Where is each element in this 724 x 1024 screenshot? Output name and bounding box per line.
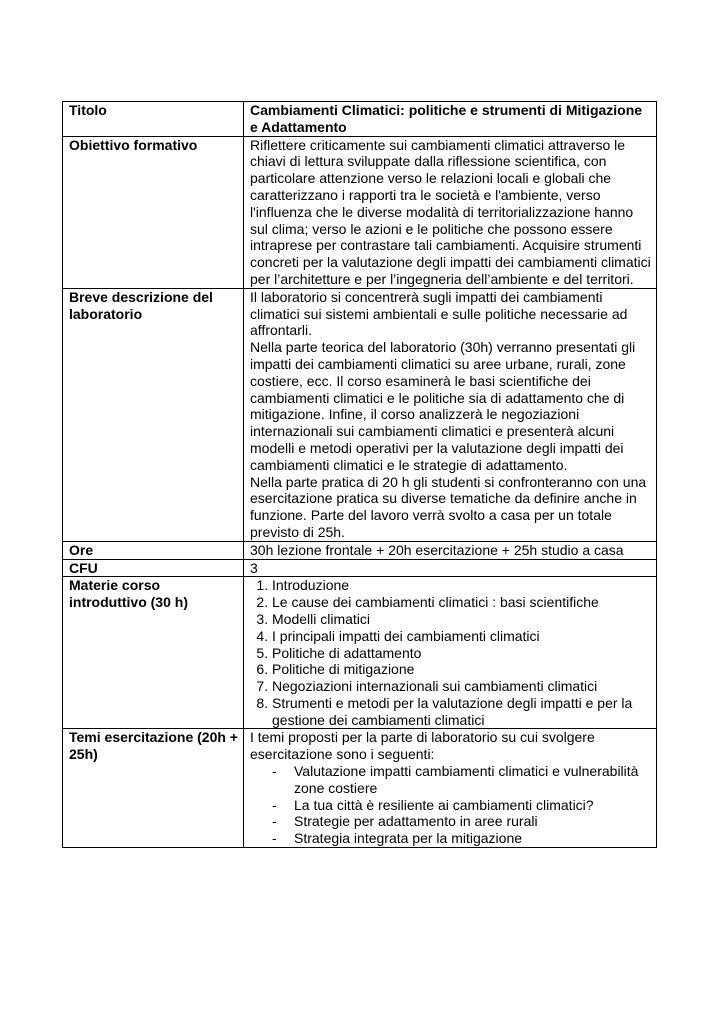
dash-bullet: - bbox=[272, 763, 277, 780]
temi-intro: I temi proposti per la parte di laboratorio su cui svolgere esercitazione sono i seguenti: bbox=[250, 729, 595, 763]
row-obiettivo bbox=[63, 136, 657, 288]
dash-bullet: - bbox=[272, 830, 277, 847]
descrizione-paragraph: Nella parte teorica del laboratorio (30h) verranno presentati gli impatti dei cambiamenti climatici su aree urbane, rurali, zone costiere, ecc. Il corso esaminerà le basi scientifiche dei cambiamenti climatici e le politiche sia di adattamento che di mitigazione. Infine, il corso analizzerà le negoziazioni internazionali sui cambiamenti climatici e presenterà alcuni modelli e metodi operativi per la valutazione degli impatti dei cambiamenti climatici e le strategie di adattamento. bbox=[250, 339, 636, 473]
value-ore: 30h lezione frontale + 20h esercitazione + 25h studio a casa bbox=[244, 541, 657, 559]
list-item-text: La tua città è resiliente ai cambiamenti climatici? bbox=[294, 796, 594, 813]
label-materie: Materie corso introduttivo (30 h) bbox=[63, 577, 244, 729]
label-titolo: Titolo bbox=[63, 102, 244, 137]
row-materie bbox=[63, 577, 657, 729]
value-titolo: Cambiamenti Climatici: politiche e strumenti di Mitigazione e Adattamento bbox=[244, 102, 657, 137]
label-ore: Ore bbox=[63, 541, 244, 559]
temi-list bbox=[250, 763, 652, 847]
list-item-text: Strategia integrata per la mitigazione bbox=[294, 830, 523, 847]
label-cfu: CFU bbox=[63, 559, 244, 577]
list-item: 2. Le cause dei cambiamenti climatici : basi scientifiche bbox=[272, 594, 652, 611]
value-materie bbox=[244, 577, 657, 729]
list-item bbox=[272, 797, 652, 814]
list-item: 5. Politiche di adattamento bbox=[272, 645, 652, 662]
list-item: 3. Modelli climatici bbox=[272, 611, 652, 628]
list-item: 4. I principali impatti dei cambiamenti climatici bbox=[272, 628, 652, 645]
list-item bbox=[272, 763, 652, 797]
course-info-table bbox=[62, 101, 657, 848]
value-cfu: 3 bbox=[244, 559, 657, 577]
value-temi bbox=[244, 729, 657, 848]
row-titolo bbox=[63, 102, 657, 137]
label-descrizione: Breve descrizione del laboratorio bbox=[63, 288, 244, 541]
dash-bullet: - bbox=[272, 796, 277, 813]
list-item: 8. Strumenti e metodi per la valutazione degli impatti e per la gestione dei cambiamenti climatici bbox=[272, 695, 652, 729]
row-descrizione bbox=[63, 288, 657, 541]
row-temi bbox=[63, 729, 657, 848]
value-descrizione bbox=[244, 288, 657, 541]
value-obiettivo: Riflettere criticamente sui cambiamenti climatici attraverso le chiavi di lettura sviluppate dalla riflessione scientifica, con particolare attenzione verso le relazioni locali e globali che caratterizzano i rapporti tra le società e l'ambiente, verso l'influenza che le diverse modalità di territorializzazione hanno sul clima; verso le azioni e le politiche che possono essere intraprese per contrastare tali cambiamenti. Acquisire strumenti concreti per la valutazione degli impatti dei cambiamenti climatici per l’architetture e per l’ingegneria dell’ambiente e del territori. bbox=[244, 136, 657, 288]
list-item-text: Strategie per adattamento in aree rurali bbox=[294, 813, 538, 830]
label-obiettivo: Obiettivo formativo bbox=[63, 136, 244, 288]
label-temi: Temi esercitazione (20h + 25h) bbox=[63, 729, 244, 848]
list-item bbox=[272, 813, 652, 830]
descrizione-paragraph: Nella parte pratica di 20 h gli studenti si confronteranno con una esercitazione pratica su diverse tematiche da definire anche in funzione. Parte del lavoro verrà svolto a casa per un totale previsto di 25h. bbox=[250, 473, 647, 540]
dash-bullet: - bbox=[272, 813, 277, 830]
row-ore bbox=[63, 541, 657, 559]
descrizione-paragraph: Il laboratorio si concentrerà sugli impatti dei cambiamenti climatici sui sistemi ambientali e sulle politiche necessarie ad affrontarli. bbox=[250, 288, 628, 339]
list-item: 7. Negoziazioni internazionali sui cambiamenti climatici bbox=[272, 678, 652, 695]
list-item bbox=[272, 830, 652, 847]
list-item-text: Valutazione impatti cambiamenti climatici e vulnerabilità zone costiere bbox=[294, 763, 639, 796]
row-cfu bbox=[63, 559, 657, 577]
materie-list bbox=[250, 577, 652, 728]
list-item: 1. Introduzione bbox=[272, 577, 652, 594]
list-item: 6. Politiche di mitigazione bbox=[272, 661, 652, 678]
